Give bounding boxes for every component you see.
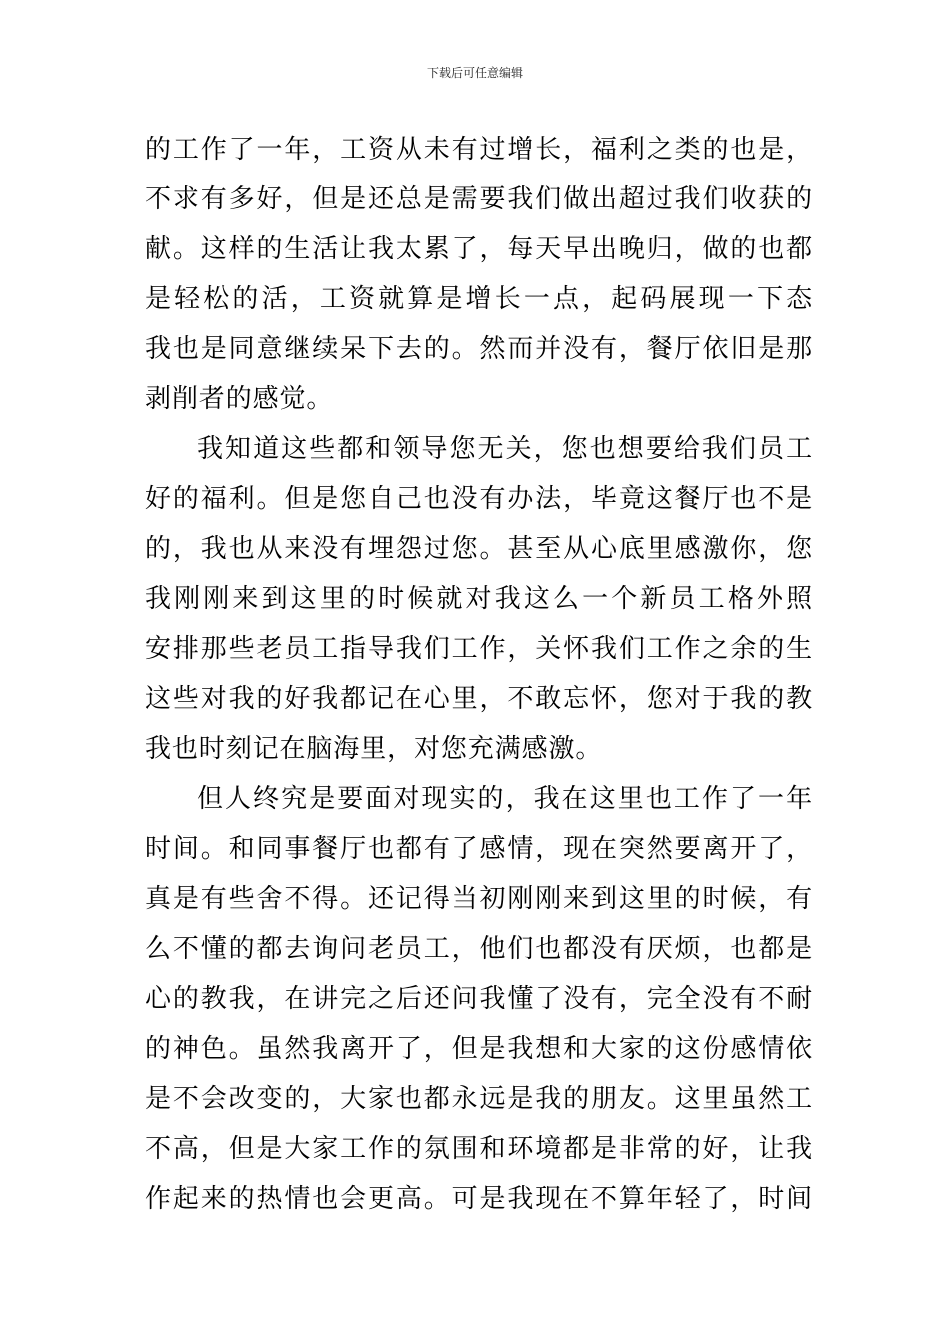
text-line: 我也时刻记在脑海里，对您充满感激。 <box>145 734 603 764</box>
text-line: 是轻松的活，工资就算是增长一点，起码展现一下态 <box>145 284 813 314</box>
text-line: 的工作了一年，工资从未有过增长，福利之类的也是， <box>145 135 813 165</box>
text-line: 心的教我，在讲完之后还问我懂了没有，完全没有不耐 <box>145 984 813 1014</box>
text-line: 真是有些舍不得。还记得当初刚刚来到这里的时候，有 <box>145 884 813 914</box>
text-line: 我刚刚来到这里的时候就对我这么一个新员工格外照 <box>145 584 813 614</box>
text-line: 剥削者的感觉。 <box>145 384 334 414</box>
text-line: 的，我也从来没有埋怨过您。甚至从心底里感激你，您 <box>145 534 813 564</box>
paragraph-first-line: 我知道这些都和领导您无关，您也想要给我们员工 <box>197 434 813 464</box>
text-line: 献。这样的生活让我太累了，每天早出晚归，做的也都 <box>145 234 813 264</box>
page-header: 下载后可任意编辑 <box>426 66 523 80</box>
text-line: 我也是同意继续呆下去的。然而并没有，餐厅依旧是那 <box>145 334 813 364</box>
text-line: 么不懂的都去询问老员工，他们也都没有厌烦，也都是 <box>145 934 813 964</box>
text-line: 时间。和同事餐厅也都有了感情，现在突然要离开了， <box>145 834 813 864</box>
text-line: 的神色。虽然我离开了，但是我想和大家的这份感情依 <box>145 1034 813 1064</box>
text-line: 是不会改变的，大家也都永远是我的朋友。这里虽然工 <box>145 1084 813 1114</box>
text-line: 作起来的热情也会更高。可是我现在不算年轻了，时间 <box>145 1184 813 1214</box>
text-line: 安排那些老员工指导我们工作，关怀我们工作之余的生 <box>145 634 813 664</box>
paragraph-first-line: 但人终究是要面对现实的，我在这里也工作了一年 <box>197 784 813 814</box>
text-line: 不求有多好，但是还总是需要我们做出超过我们收获的 <box>145 184 813 214</box>
text-line: 不高，但是大家工作的氛围和环境都是非常的好，让我 <box>145 1134 813 1164</box>
text-line: 好的福利。但是您自己也没有办法，毕竟这餐厅也不是 <box>145 484 813 514</box>
text-line: 这些对我的好我都记在心里，不敢忘怀，您对于我的教 <box>145 684 813 714</box>
